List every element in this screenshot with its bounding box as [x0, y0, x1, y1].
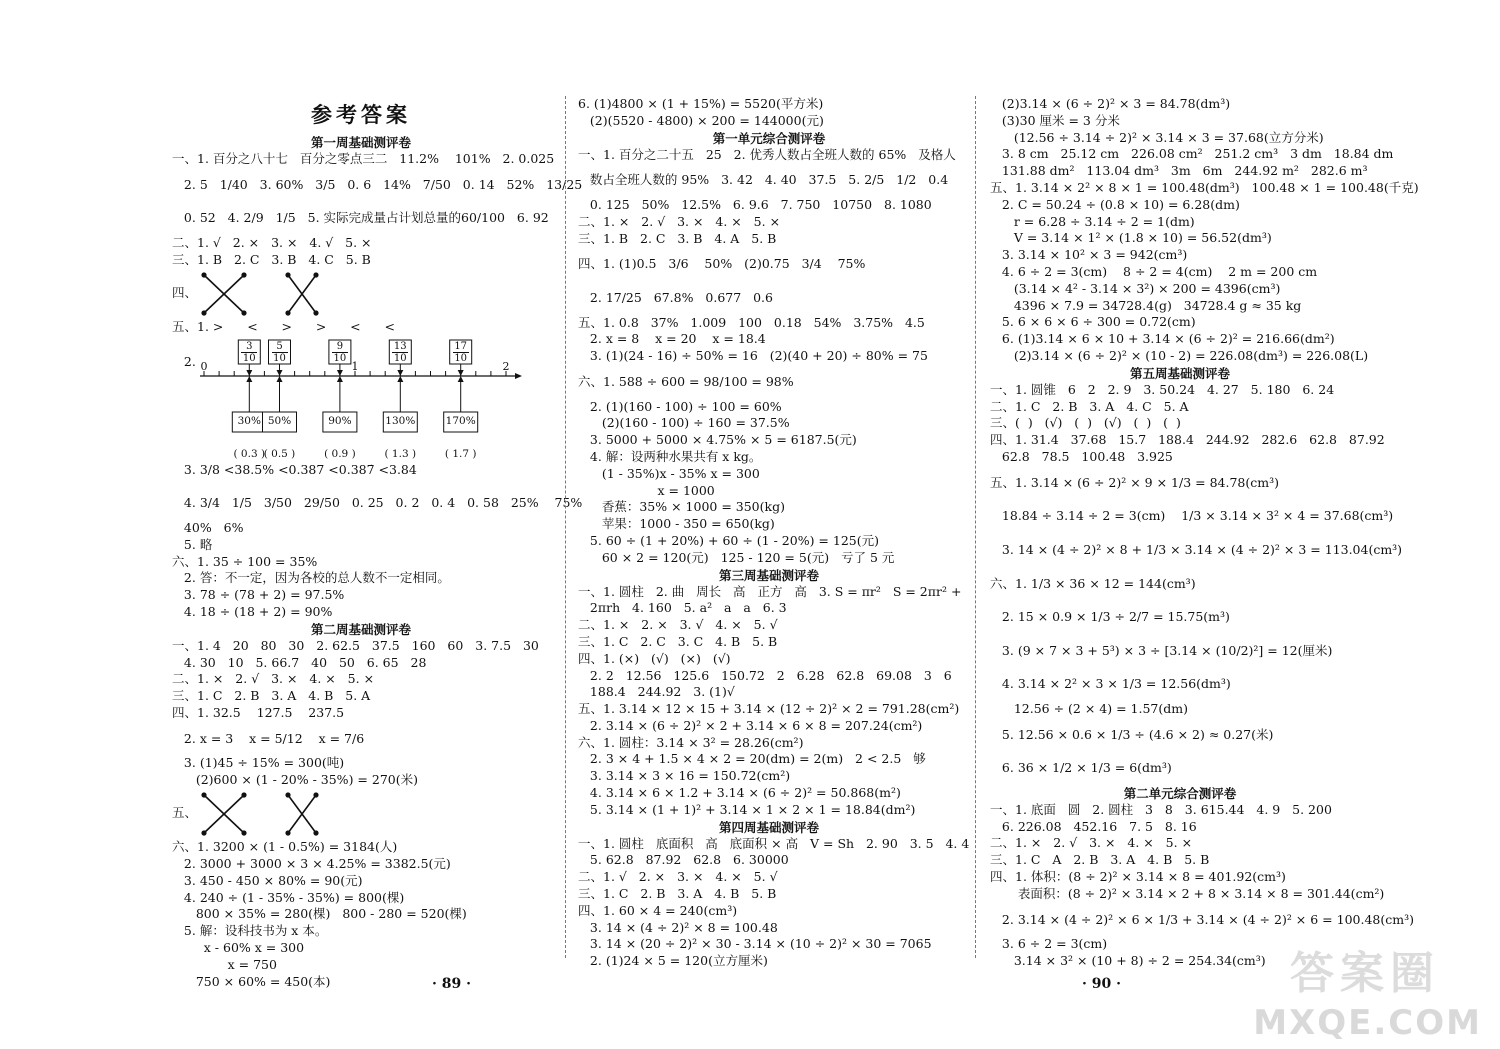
answer-line: (2)(5520 - 4800) × 200 = 144000(元)	[578, 112, 824, 128]
answer-line: 800 × 35% = 280(棵) 800 - 280 = 520(棵)	[172, 906, 467, 922]
fraction-label: 5 10	[273, 340, 286, 364]
answer-line: 60 × 2 = 120(元) 125 - 120 = 5(元) 亏了 5 元	[578, 549, 895, 565]
fraction-label: 13 10	[393, 340, 407, 364]
answer-line: 六、1. 3200 × (1 - 0.5%) = 3184(人)	[172, 839, 398, 855]
answer-line: 一、1. 4 20 80 30 2. 62.5 37.5 160 60 3. 7.5 30	[172, 637, 539, 653]
fraction-label: 17 10	[454, 340, 468, 364]
answer-line: 三、1. C 2. B 3. A 4. B 5. B	[578, 886, 777, 902]
answer-line: 5. 6 × 6 × 6 ÷ 300 = 0.72(cm)	[990, 314, 1196, 330]
answer-line: 4. 解：设两种水果共有 x kg。	[578, 448, 762, 464]
decimal-label: ( 1.7 )	[444, 447, 477, 460]
percent-label: 50%	[267, 414, 292, 427]
answer-line: (2)(160 - 100) ÷ 160 = 37.5%	[578, 415, 790, 431]
answer-line: 4396 × 7.9 = 34728.4(g) 34728.4 g ≈ 35 kg	[990, 297, 1302, 313]
matching-lines-figure	[188, 789, 328, 839]
answer-line: 香蕉：35% × 1000 = 350(kg)	[578, 499, 785, 515]
answer-column-3	[990, 96, 1419, 970]
answer-line: 四、1. (×) (√) (×) (√)	[578, 650, 731, 666]
answer-line: 四、1. (1)0.5 3/6 50% (2)0.75 3/4 75%	[578, 256, 866, 272]
answer-line: x - 60% x = 300	[172, 940, 305, 956]
answer-line: 二、1. C 2. B 3. A 4. C 5. A	[990, 398, 1189, 414]
fraction-label: 3 10	[242, 340, 256, 364]
answer-line: 3. 3.14 × 10² × 3 = 942(cm³)	[990, 247, 1188, 263]
answer-line: 二、1. √ 2. × 3. × 4. √ 5. ×	[172, 234, 372, 250]
answer-line: 一、1. 底面 圆 2. 圆柱 3 8 3. 615.44 4. 9 5. 200	[990, 801, 1332, 817]
section-heading: 第三周基础测评卷	[718, 567, 819, 583]
answer-line: 一、1. 百分之二十五 25 2. 优秀人数占全班人数的 65% 及格人	[578, 146, 956, 162]
column-divider	[975, 96, 976, 958]
answer-line: 数占全班人数的 95% 3. 42 4. 40 37.5 5. 2/5 1/2 0.4	[578, 172, 949, 188]
answer-line: 2. 15 × 0.9 × 1/3 ÷ 2/7 = 15.75(m³)	[990, 609, 1230, 625]
number-line-figure	[172, 336, 550, 460]
answer-line: 一、1. 圆锥 6 2 2. 9 3. 50.24 4. 27 5. 180 6. 24	[990, 381, 1335, 397]
answer-line: 6. 36 × 1/2 × 1/3 = 6(dm³)	[990, 760, 1172, 776]
answer-line: 苹果：1000 - 350 = 650(kg)	[578, 516, 775, 532]
answer-line: 2. 3.14 × (4 ÷ 2)² × 6 × 1/3 + 3.14 × (4 ÷ 2)² × 6 = 100.48(cm³)	[990, 911, 1414, 927]
answer-line: 2. C = 50.24 ÷ (0.8 × 10) = 6.28(dm)	[990, 196, 1240, 212]
answer-line: 2. 2 12.56 125.6 150.72 2 6.28 62.8 69.08 3 6	[578, 667, 952, 683]
answer-line: 4. 6 ÷ 2 = 3(cm) 8 ÷ 2 = 4(cm) 2 m = 200 cm	[990, 263, 1318, 279]
watermark-url: MXQE.COM	[1253, 1003, 1482, 1043]
answer-line: 2. 3.14 × (6 ÷ 2)² × 2 + 3.14 × 6 × 8 = 207.24(cm²)	[578, 717, 923, 733]
decimal-label: ( 0.9 )	[324, 447, 356, 460]
answer-line: 二、1. × 2. √ 3. × 4. × 5. ×	[990, 835, 1193, 851]
answer-line: 62.8 78.5 100.48 3.925	[990, 448, 1173, 464]
answer-line: 5. 3.14 × (1 + 1)² + 3.14 × 1 × 2 × 1 = 18.84(dm²)	[578, 801, 916, 817]
answer-line: 6. (1)4800 × (1 + 15%) = 5520(平方米)	[578, 96, 824, 111]
answer-line: 二、1. × 2. × 3. √ 4. × 5. √	[578, 617, 778, 633]
page-title: 参考答案	[311, 103, 411, 127]
answer-line: V = 3.14 × 1² × (1.8 × 10) = 56.52(dm³)	[990, 230, 1272, 246]
decimal-label: ( 0.3 )	[233, 447, 266, 460]
answer-line: 三、1. C 2. C 3. C 4. B 5. B	[578, 633, 778, 649]
answer-line: 2. (1)24 × 5 = 120(立方厘米)	[578, 953, 768, 969]
answer-line: 4. 240 ÷ (1 - 35% - 35%) = 800(棵)	[172, 889, 405, 905]
answer-line: 四、	[172, 284, 198, 300]
answer-line: 一、1. 百分之八十七 百分之零点三二 11.2% 101% 2. 0.025	[172, 151, 555, 166]
answer-line: 2. x = 8 x = 20 x = 18.4	[578, 331, 766, 347]
answer-line: 3. 14 × (4 ÷ 2)² × 8 = 100.48	[578, 919, 778, 935]
answer-line: 一、1. 圆柱 2. 曲 周长 高 正方 高 3. S = πr² S = 2πr² +	[578, 583, 962, 599]
answer-line: (3)30 厘米 = 3 分米	[990, 112, 1120, 128]
answer-line: 2. 17/25 67.8% 0.677 0.6	[578, 289, 773, 305]
answer-line: x = 750	[172, 956, 277, 972]
tick-label: 0	[200, 359, 208, 373]
answer-line: 五、1. > < > > < <	[172, 318, 395, 334]
answer-line: 2. 3 × 4 + 1.5 × 4 × 2 = 20(dm) = 2(m) 2 < 2.5 够	[578, 751, 926, 767]
answer-line: 3. (9 × 7 × 3 + 5³) × 3 ÷ [3.14 × (10/2)²] = 12(厘米)	[990, 642, 1333, 658]
percent-label: 130%	[385, 414, 416, 427]
answer-line: 二、1. × 2. √ 3. × 4. × 5. ×	[578, 213, 781, 229]
answer-line: 0. 125 50% 12.5% 6. 9.6 7. 750 10750 8. 1080	[578, 196, 932, 212]
answer-line: 2πrh 4. 160 5. a² a a 6. 3	[578, 600, 787, 616]
answer-line: 3. (1)45 ÷ 15% = 300(吨)	[172, 755, 345, 771]
answer-line: (2)600 × (1 - 20% - 35%) = 270(米)	[172, 772, 418, 788]
answer-column-1	[172, 134, 583, 990]
answer-line: 3. 450 - 450 × 80% = 90(元)	[172, 872, 363, 888]
answer-line: 三、1. C A 2. B 3. A 4. B 5. B	[990, 852, 1210, 868]
answer-line: 131.88 dm² 113.04 dm³ 3m 6m 244.92 m² 282.6 m³	[990, 163, 1368, 179]
answer-line: 3. 3/8 <38.5% <0.387 <0.387̇ <3.84	[172, 461, 417, 477]
answer-line: 5. 62.8 87.92 62.8 6. 30000	[578, 852, 789, 868]
answer-line: 3. 5000 + 5000 × 4.75% × 5 = 6187.5(元)	[578, 432, 857, 448]
section-heading: 第一周基础测评卷	[310, 135, 411, 150]
percent-label: 170%	[445, 414, 476, 427]
percent-label: 30%	[237, 414, 261, 427]
answer-line: 二、1. √ 2. × 3. × 4. × 5. √	[578, 869, 778, 885]
answer-line: 4. 3/4 1/5 3/50 29/50 0. 25 0. 2 0. 4 0. 58 25% 75%	[172, 495, 583, 511]
watermark-logo: 答案圈	[1290, 948, 1440, 999]
answer-line: 6. (1)3.14 × 6 × 10 + 3.14 × (6 ÷ 2)² = 216.66(dm²)	[990, 331, 1335, 347]
answer-line: 4. 30 10 5. 66.7 40 50 6. 65 28	[172, 654, 427, 670]
answer-line: 5. 解：设科技书为 x 本。	[172, 923, 328, 939]
answer-line: (2)3.14 × (6 ÷ 2)² × 3 = 84.78(dm³)	[990, 96, 1231, 111]
section-heading: 第二单元综合测评卷	[1123, 785, 1237, 801]
answer-line: (2)3.14 × (6 ÷ 2)² × (10 - 2) = 226.08(dm³) = 226.08(L)	[990, 347, 1369, 363]
answer-line: 2.	[172, 353, 196, 369]
answer-line: 6. 226.08 452.16 7. 5 8. 16	[990, 818, 1197, 834]
answer-line: 3. 3.14 × 3 × 16 = 150.72(cm²)	[578, 768, 791, 784]
tick-label: 1	[351, 359, 359, 373]
answer-line: 4. 3.14 × 6 × 1.2 + 3.14 × (6 ÷ 2)² = 50.868(m²)	[578, 785, 901, 801]
answer-line: 5. 略	[172, 536, 213, 552]
answer-line: 4. 3.14 × 2² × 3 × 1/3 = 12.56(dm³)	[990, 676, 1231, 692]
section-heading: 第四周基础测评卷	[718, 819, 819, 835]
answer-line: 2. 答：不一定，因为各校的总人数不一定相同。	[172, 570, 450, 586]
answer-line: 三、( ) (√) ( ) (√) ( ) ( )	[990, 415, 1181, 431]
answer-line: 四、1. 体积：(8 ÷ 2)² × 3.14 × 8 = 401.92(cm³)	[990, 869, 1286, 885]
answer-line: 五、1. 3.14 × 2² × 8 × 1 = 100.48(dm³) 100.48 × 1 = 100.48(千克)	[990, 179, 1419, 195]
answer-line: 12.56 ÷ (2 × 4) = 1.57(dm)	[990, 700, 1188, 716]
answer-line: 3. 6 ÷ 2 = 3(cm)	[990, 936, 1108, 952]
answer-line: x = 1000	[578, 482, 715, 498]
answer-line: 3. 14 × (4 ÷ 2)² × 8 + 1/3 × 3.14 × (4 ÷ 2)² × 3 = 113.04(cm³)	[990, 541, 1403, 557]
answer-line: 二、1. × 2. √ 3. × 4. × 5. ×	[172, 671, 375, 687]
answer-line: 5. 60 ÷ (1 + 20%) + 60 ÷ (1 - 20%) = 125(元)	[578, 532, 879, 548]
answer-line: 一、1. 圆柱 底面积 高 底面积 × 高 V = Sh 2. 90 3. 5 4. 4	[578, 835, 970, 851]
matching-figure-block	[172, 269, 550, 319]
matching-figure-block	[172, 789, 550, 839]
page-number-right: · 90 ·	[1082, 976, 1121, 992]
answer-column-2	[578, 96, 970, 970]
section-heading: 第二周基础测评卷	[310, 621, 411, 637]
percent-label: 90%	[328, 414, 352, 427]
answer-line: 3. (1)(24 - 16) ÷ 50% = 16 (2)(40 + 20) ÷ 80% = 75	[578, 348, 928, 364]
answer-line: 3.14 × 3² × (10 + 8) ÷ 2 = 254.34(cm³)	[990, 953, 1266, 969]
section-heading: 第五周基础测评卷	[1129, 365, 1230, 381]
column-divider	[565, 96, 566, 958]
answer-line: r = 6.28 ÷ 3.14 ÷ 2 = 1(dm)	[990, 213, 1195, 229]
answer-line: 0. 52 4. 2/9 1/5 5. 实际完成量占计划总量的60/100 6. 92	[172, 210, 549, 226]
fraction-label: 9 10	[333, 340, 347, 364]
number-line	[172, 336, 550, 453]
answer-line: 18.84 ÷ 3.14 ÷ 2 = 3(cm) 1/3 × 3.14 × 3² × 4 = 37.68(cm³)	[990, 508, 1394, 524]
section-heading: 第一单元综合测评卷	[712, 130, 826, 146]
decimal-label: ( 0.5 )	[263, 447, 296, 460]
answer-line: 5. 12.56 × 0.6 × 1/3 ÷ (4.6 × 2) ≈ 0.27(米)	[990, 726, 1274, 742]
answer-line: 188.4 244.92 3. (1)√	[578, 684, 735, 700]
answer-line: (3.14 × 4² - 3.14 × 3²) × 200 = 4396(cm³)	[990, 280, 1281, 296]
answer-line: 2. 5 1/40 3. 60% 3/5 0. 6 14% 7/50 0. 14 52% 13/25	[172, 176, 583, 192]
answer-line: 3. 14 × (20 ÷ 2)² × 30 - 3.14 × (10 ÷ 2)² × 30 = 7065	[578, 936, 932, 952]
answer-line: 五、1. 3.14 × (6 ÷ 2)² × 9 × 1/3 = 84.78(cm³)	[990, 474, 1279, 490]
answer-line: 40% 6%	[172, 519, 244, 535]
answer-line: (1 - 35%)x - 35% x = 300	[578, 465, 760, 481]
answer-line: 三、1. B 2. C 3. B 4. C 5. B	[172, 251, 371, 267]
answer-line: 五、	[172, 804, 198, 820]
answer-line: 三、1. C 2. B 3. A 4. B 5. A	[172, 688, 371, 704]
answer-line: 四、1. 32.5 127.5 237.5	[172, 704, 345, 720]
answer-line: 2. (1)(160 - 100) ÷ 100 = 60%	[578, 398, 782, 414]
answer-line: 3. 8 cm 25.12 cm 226.08 cm² 251.2 cm³ 3 dm 18.84 dm	[990, 146, 1394, 162]
answer-line: 2. x = 3 x = 5/12 x = 7/6	[172, 730, 365, 746]
answer-line: 六、1. 圆柱：3.14 × 3² = 28.26(cm²)	[578, 734, 804, 750]
answer-line: 2. 3000 + 3000 × 3 × 4.25% = 3382.5(元)	[172, 856, 451, 872]
answer-line: 表面积：(8 ÷ 2)² × 3.14 × 2 + 8 × 3.14 × 8 = 301.44(cm²)	[990, 885, 1385, 901]
answer-line: 3. 78 ÷ (78 + 2) = 97.5%	[172, 587, 345, 603]
answer-line: (12.56 ÷ 3.14 ÷ 2)² × 3.14 × 3 = 37.68(立方分米)	[990, 129, 1324, 145]
matching-lines-figure	[188, 269, 328, 319]
answer-line: 六、1. 588 ÷ 600 = 98/100 = 98%	[578, 373, 794, 389]
answer-line: 六、1. 1/3 × 36 × 12 = 144(cm³)	[990, 575, 1196, 591]
answer-line: 四、1. 31.4 37.68 15.7 188.4 244.92 282.6 62.8 87.92	[990, 432, 1385, 448]
answer-line: 四、1. 60 × 4 = 240(cm³)	[578, 902, 738, 918]
decimal-label: ( 1.3 )	[384, 447, 417, 460]
answer-line: 750 × 60% = 450(本)	[172, 973, 331, 989]
answer-line: 三、1. B 2. C 3. B 4. A 5. B	[578, 230, 777, 246]
tick-label: 2	[502, 359, 510, 373]
answer-line: 五、1. 3.14 × 12 × 15 + 3.14 × (12 ÷ 2)² × 2 = 791.28(cm²)	[578, 701, 960, 717]
answer-line: 六、1. 35 ÷ 100 = 35%	[172, 553, 318, 569]
answer-line: 五、1. 0.8 37% 1.009 100 0.18 54% 3.75% 4.5	[578, 314, 925, 330]
number-line-block	[172, 336, 550, 460]
page-number-left: · 89 ·	[432, 976, 471, 992]
answer-line: 4. 18 ÷ (18 + 2) = 90%	[172, 603, 333, 619]
